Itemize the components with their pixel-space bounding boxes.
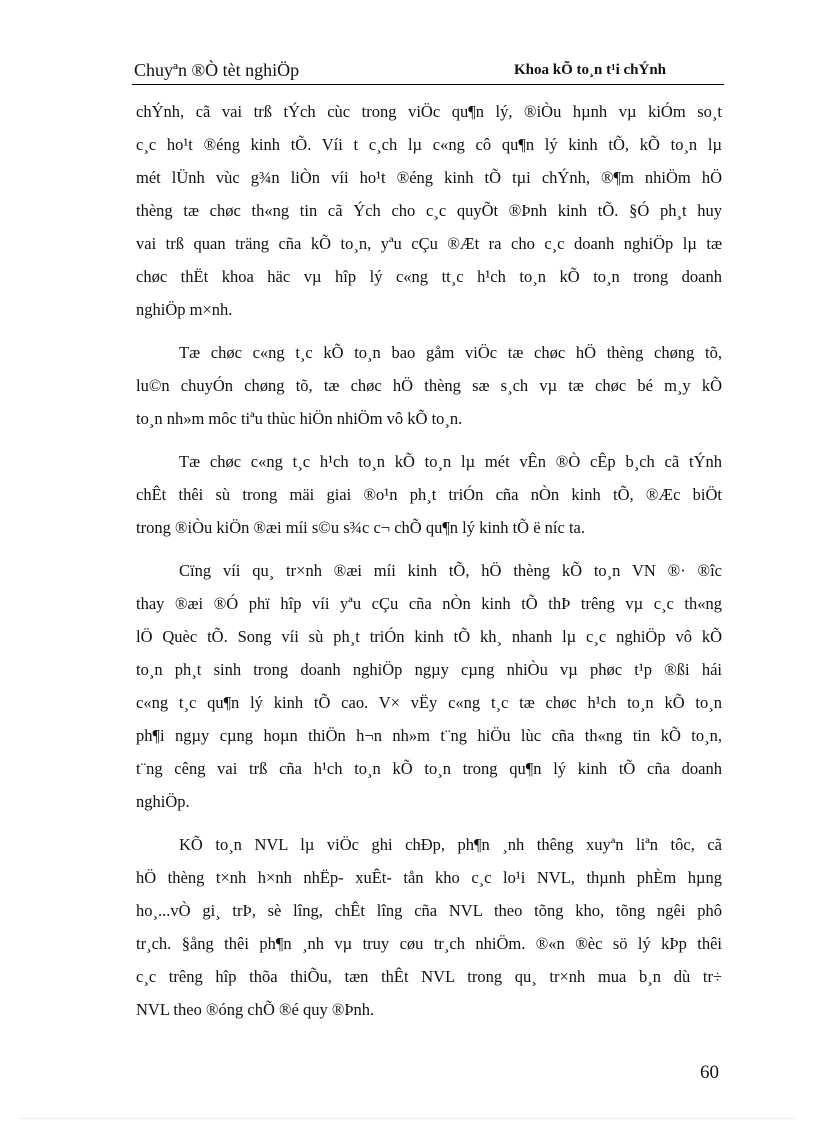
paragraph-2 (136, 336, 722, 435)
text-line: Tæ chøc c«ng t¸c kÕ to¸n bao gåm viÖc tæ chøc hÖ thèng chøng tõ, (179, 343, 722, 362)
text-line: to¸n ph¸t sinh trong doanh nghiÖp ngµy cµng nhiÒu vµ phøc t¹p ®ßi hái (136, 660, 722, 679)
body-text (136, 95, 722, 1036)
header-faculty-name: Khoa kÕ to¸n t¹i chÝnh (513, 62, 666, 78)
text-line: t¨ng cêng vai trß cña h¹ch to¸n kÕ to¸n trong qu¶n lý kinh tÕ cña doanh (136, 759, 722, 778)
text-line: trong ®iÒu kiÖn ®æi míi s©u s¾c c¬ chÕ qu¶n lý kinh tÕ ë níc ta. (136, 518, 585, 537)
text-line: Tæ chøc c«ng t¸c h¹ch to¸n kÕ to¸n lµ mét vÊn ®Ò cÊp b¸ch cã tÝnh (179, 452, 722, 471)
text-line: c¸c ho¹t ®éng kinh tÕ. Víi t c¸ch lµ c«ng cô qu¶n lý kinh tÕ, kÕ to¸n lµ (136, 135, 722, 154)
footer-divider (20, 1118, 796, 1119)
text-line: ho¸...vÒ gi¸ trÞ, sè lîng, chÊt lîng cña NVL theo tõng kho, tõng ngêi phô (136, 901, 722, 920)
header-thesis-title: Chuyªn ®Ò tèt nghiÖp (134, 60, 300, 80)
text-line: hÖ thèng t×nh h×nh nhËp- xuÊt- tån kho c¸c lo¹i NVL, thµnh phÈm hµng (136, 868, 722, 887)
text-line: Cïng víi qu¸ tr×nh ®æi míi kinh tÕ, hÖ thèng kÕ to¸n VN ®· ®îc (179, 561, 722, 580)
text-line: nghiÖp m×nh. (136, 300, 233, 319)
text-line: c¸c trêng hîp thõa thiÕu, tæn thÊt NVL trong qu¸ tr×nh mua b¸n dù tr÷ (136, 967, 722, 986)
paragraph-4 (136, 554, 722, 818)
text-line: ph¶i ngµy cµng hoµn thiÖn h¬n nh»m t¨ng hiÖu lùc cña th«ng tin kÕ to¸n, (136, 726, 722, 745)
text-line: NVL theo ®óng chÕ ®é quy ®Þnh. (136, 1000, 375, 1019)
text-line: to¸n nh»m môc tiªu thùc hiÖn nhiÖm vô kÕ to¸n. (136, 409, 463, 428)
paragraph-3 (136, 445, 722, 544)
text-line: vai trß quan träng cña kÕ to¸n, yªu cÇu ®Æt ra cho c¸c doanh nghiÖp lµ tæ (136, 234, 722, 253)
text-line: chÊt thêi sù trong mäi giai ®o¹n ph¸t triÓn cña nÒn kinh tÕ, ®Æc biÖt (136, 485, 722, 504)
text-line: tr¸ch. §ång thêi ph¶n ¸nh vµ truy cøu tr¸ch nhiÖm. ®«n ®èc sö lý kÞp thêi (136, 934, 722, 953)
page-header (132, 58, 724, 85)
text-line: KÕ to¸n NVL lµ viÖc ghi chÐp, ph¶n ¸nh thêng xuyªn liªn tôc, cã (179, 835, 722, 854)
text-line: thèng tæ chøc th«ng tin cã Ých cho c¸c quyÕt ®Þnh kinh tÕ. §Ó ph¸t huy (136, 201, 722, 220)
text-line: c«ng t¸c qu¶n lý kinh tÕ cao. V× vËy c«ng t¸c tæ chøc h¹ch to¸n kÕ to¸n (136, 693, 722, 712)
text-line: mét lÜnh vùc g¾n liÒn víi ho¹t ®éng kinh tÕ tµi chÝnh, ®¶m nhiÖm hÖ (136, 168, 722, 187)
text-line: lu©n chuyÓn chøng tõ, tæ chøc hÖ thèng sæ s¸ch vµ tæ chøc bé m¸y kÕ (136, 376, 722, 395)
text-line: nghiÖp. (136, 792, 190, 811)
text-line: chøc thËt khoa häc vµ hîp lý c«ng tt¸c h¹ch to¸n kÕ to¸n trong doanh (136, 267, 722, 286)
text-line: lÖ Quèc tÕ. Song víi sù ph¸t triÓn kinh tÕ kh¸ nhanh lµ c¸c nghiÖp vô kÕ (136, 627, 722, 646)
text-line: thay ®æi ®Ó phï hîp víi yªu cÇu cña nÒn kinh tÕ thÞ trêng vµ c¸c th«ng (136, 594, 722, 613)
paragraph-5 (136, 828, 722, 1026)
text-line: chÝnh, cã vai trß tÝch cùc trong viÖc qu¶n lý, ®iÒu hµnh vµ kiÓm so¸t (136, 102, 722, 121)
paragraph-1 (136, 95, 722, 326)
page-number: 60 (700, 1062, 719, 1083)
